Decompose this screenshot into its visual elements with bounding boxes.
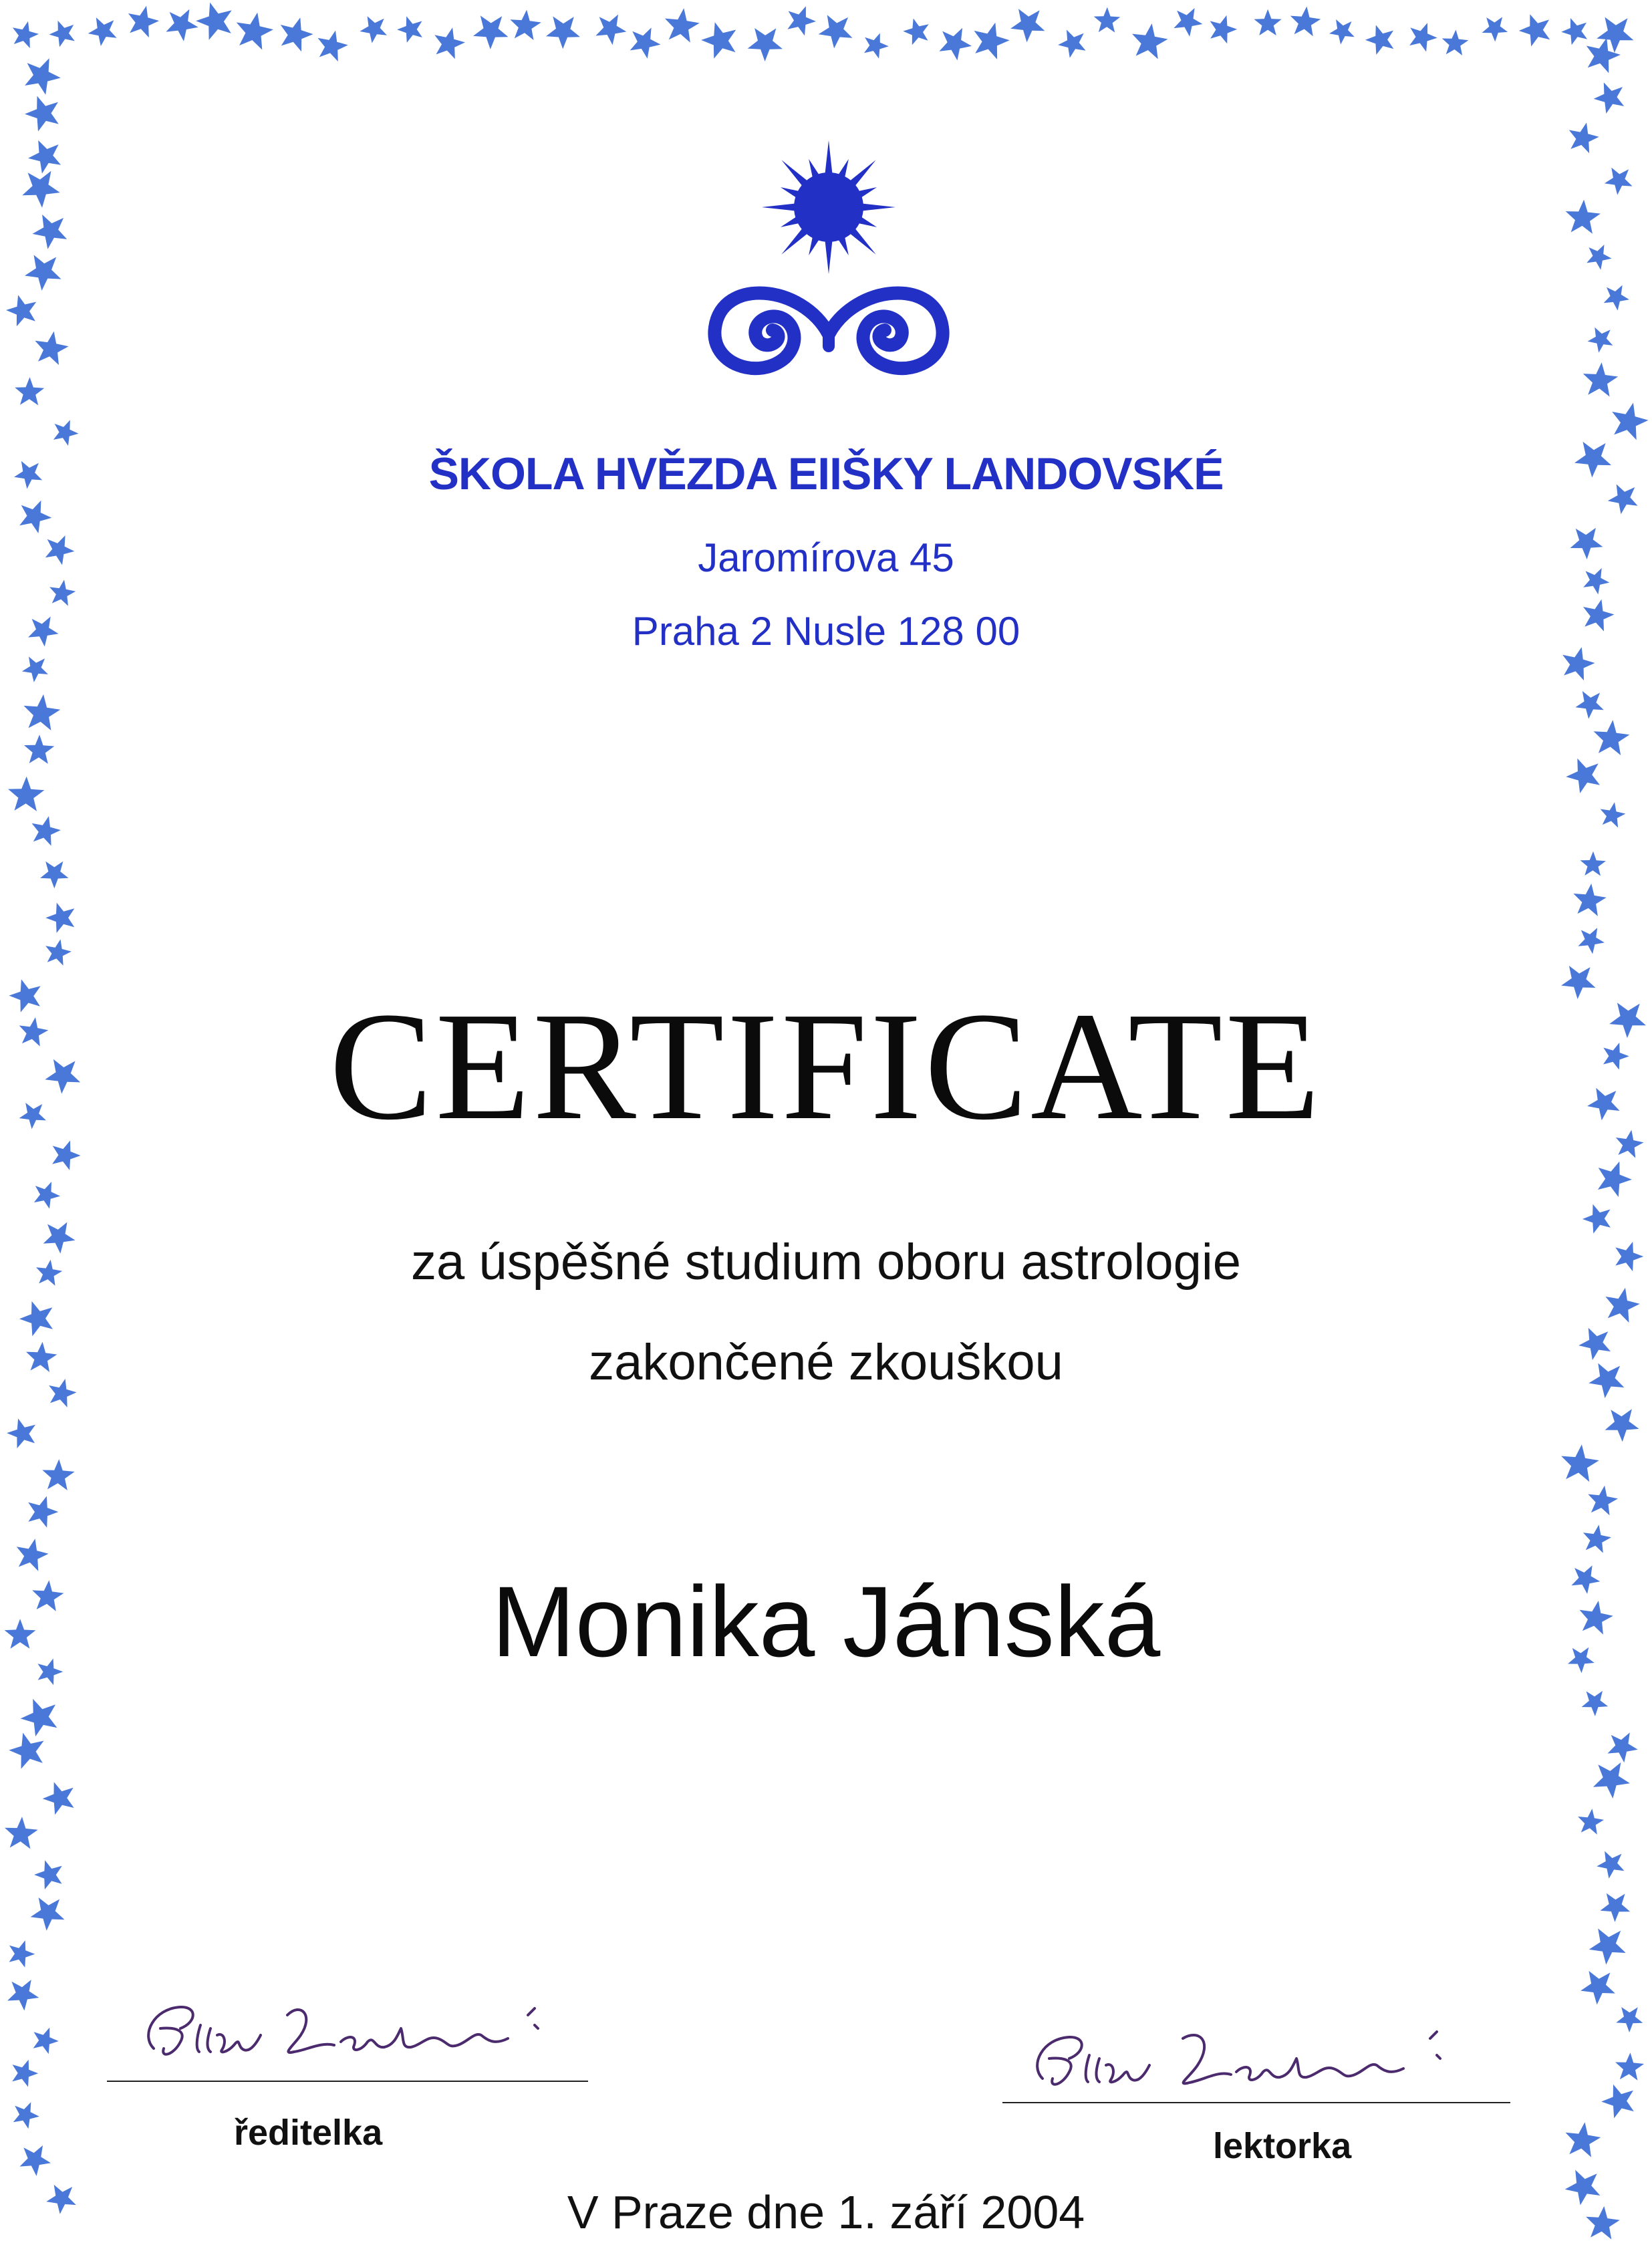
star-icon [1580,851,1606,876]
star-icon [128,6,159,37]
star-icon [49,579,76,606]
star-icon [1598,1162,1632,1197]
star-icon [510,10,541,40]
star-icon [1612,403,1648,440]
star-icon [1589,1929,1626,1965]
star-icon [34,1860,62,1889]
star-icon [33,215,67,249]
certificate-description-line1: za úspěšné studium oboru astrologie [410,1234,1242,1291]
star-icon [28,140,61,174]
star-icon [903,19,928,45]
star-icon [1588,1486,1618,1516]
school-name: ŠKOLA HVĚZDA EIIŠKY LANDOVSKÉ [428,448,1224,499]
sun-ray [809,235,820,255]
star-icon [1597,1851,1624,1879]
star-icon [42,1459,74,1490]
star-icon [45,939,72,965]
star-icon [1174,8,1202,37]
star-icon [166,9,198,41]
star-icon [88,17,117,46]
star-icon [19,1301,53,1336]
star-icon [939,28,972,61]
role-director: ředitelka [234,2113,383,2153]
sun-ray [825,140,832,175]
star-icon [1608,1732,1638,1762]
star-icon [25,96,59,132]
star-icon [237,13,273,50]
star-icon [819,15,853,48]
star-icon [5,1817,38,1849]
spiral-icon [714,293,942,369]
certificate-title: CERTIFICATE [329,980,1323,1152]
star-icon [1594,82,1625,114]
star-icon [196,3,232,40]
star-icon [473,15,509,49]
star-icon [28,1496,58,1528]
star-icon [1566,2122,1601,2157]
star-icon [318,31,348,61]
star-icon [1519,14,1550,46]
star-icon [1582,1691,1609,1716]
star-icon [281,17,313,51]
star-icon [1588,327,1613,353]
sun-ray [762,203,797,211]
star-icon [25,255,61,291]
star-icon [546,17,580,49]
star-icon [40,861,68,888]
star-icon [1442,30,1469,55]
star-icon [1573,884,1606,916]
star-icon [13,21,39,48]
sun-ray [781,160,809,187]
star-icon [21,1699,57,1736]
star-icon [1583,1524,1611,1553]
place-and-date: V Praze dne 1. září 2004 [567,2186,1085,2238]
recipient-name: Monika Jánská [491,1565,1161,1678]
star-icon [25,58,61,95]
star-icon [1329,19,1355,45]
star-icon [9,1733,43,1769]
star-icon [53,420,79,446]
star-icon [1605,168,1633,195]
sun-icon [762,140,896,274]
certificate-description-line2: zakončené zkouškou [589,1334,1063,1391]
star-icon [1409,23,1437,51]
star-icon [1365,25,1393,55]
star-icon [13,2102,39,2129]
star-icon [1578,1809,1604,1835]
sun-ray [781,187,801,198]
star-icon [1566,200,1601,234]
sun-ray [861,203,896,211]
star-icon [22,171,59,208]
sun-ray [857,216,877,227]
role-lecturer: lektorka [1213,2126,1352,2166]
star-icon [665,8,700,42]
star-icon [34,1182,60,1208]
sun-ray [857,187,877,198]
address-city: Praha 2 Nusle 128 00 [632,609,1020,654]
star-icon [9,1940,35,1967]
sun-ray [809,159,820,179]
star-icon [1594,720,1630,755]
sun-ray [781,227,809,255]
star-icon [1290,7,1321,37]
star-icon [1601,802,1626,827]
star-icon [22,657,48,682]
star-icon [1210,15,1238,43]
star-icon [7,1980,39,2010]
star-icon [1575,691,1603,719]
star-icon [1482,17,1508,41]
star-icon [1582,1204,1611,1234]
star-icon [33,2028,59,2054]
star-icon [1616,2007,1643,2032]
star-icon [31,1897,65,1931]
sun-ray [825,239,832,274]
star-icon [1601,2085,1634,2119]
star-icon [1058,30,1086,58]
sun-ray [849,160,876,187]
star-icon [1604,285,1629,311]
star-icon [1132,23,1168,59]
signature-line-right [1002,2102,1510,2103]
star-icon [1010,9,1045,42]
signature-right [1022,2018,1490,2105]
signature-line-left [107,2081,588,2082]
sun-with-spirals-logo [695,134,962,394]
star-icon [1566,759,1600,793]
star-icon [787,6,816,35]
star-icon [1605,1288,1639,1323]
star-icon [701,22,736,58]
star-icon [24,735,54,764]
star-icon [1615,2052,1644,2081]
star-icon [52,1141,81,1170]
star-icon [20,2145,51,2176]
star-icon [1569,122,1599,153]
star-icon [1254,9,1282,35]
star-icon [19,501,51,533]
star-icon [1601,1893,1631,1922]
star-icon [8,777,44,811]
star-icon [1561,1444,1599,1482]
star-icon [1094,7,1121,33]
star-icon [35,331,68,365]
star-icon [1587,245,1611,270]
star-icon [1605,1409,1639,1442]
star-icon [360,16,387,43]
star-icon [7,1418,35,1448]
star-icon [630,27,661,58]
star-icon [748,28,783,61]
signature-left [134,1988,601,2075]
star-icon [397,16,422,43]
star-icon [43,1782,74,1815]
star-icon [1583,362,1618,396]
star-icon [12,2060,38,2087]
star-icon [49,21,75,47]
star-icon [434,27,465,59]
star-icon [1561,18,1587,45]
star-icon [595,15,626,45]
star-icon [1580,1971,1615,2004]
address-street: Jaromírova 45 [698,535,954,580]
star-icon [32,816,61,845]
star-icon [45,903,74,933]
star-icon [864,33,889,59]
sun-ray [849,227,876,255]
sun-ray [837,159,849,179]
star-icon [1578,928,1605,954]
star-icon [1593,1762,1630,1799]
star-icon [6,295,36,326]
star-icon [974,23,1010,59]
star-icon [15,377,44,405]
sun-ray [837,235,849,255]
star-icon [23,694,60,731]
sun-ray [781,216,801,227]
